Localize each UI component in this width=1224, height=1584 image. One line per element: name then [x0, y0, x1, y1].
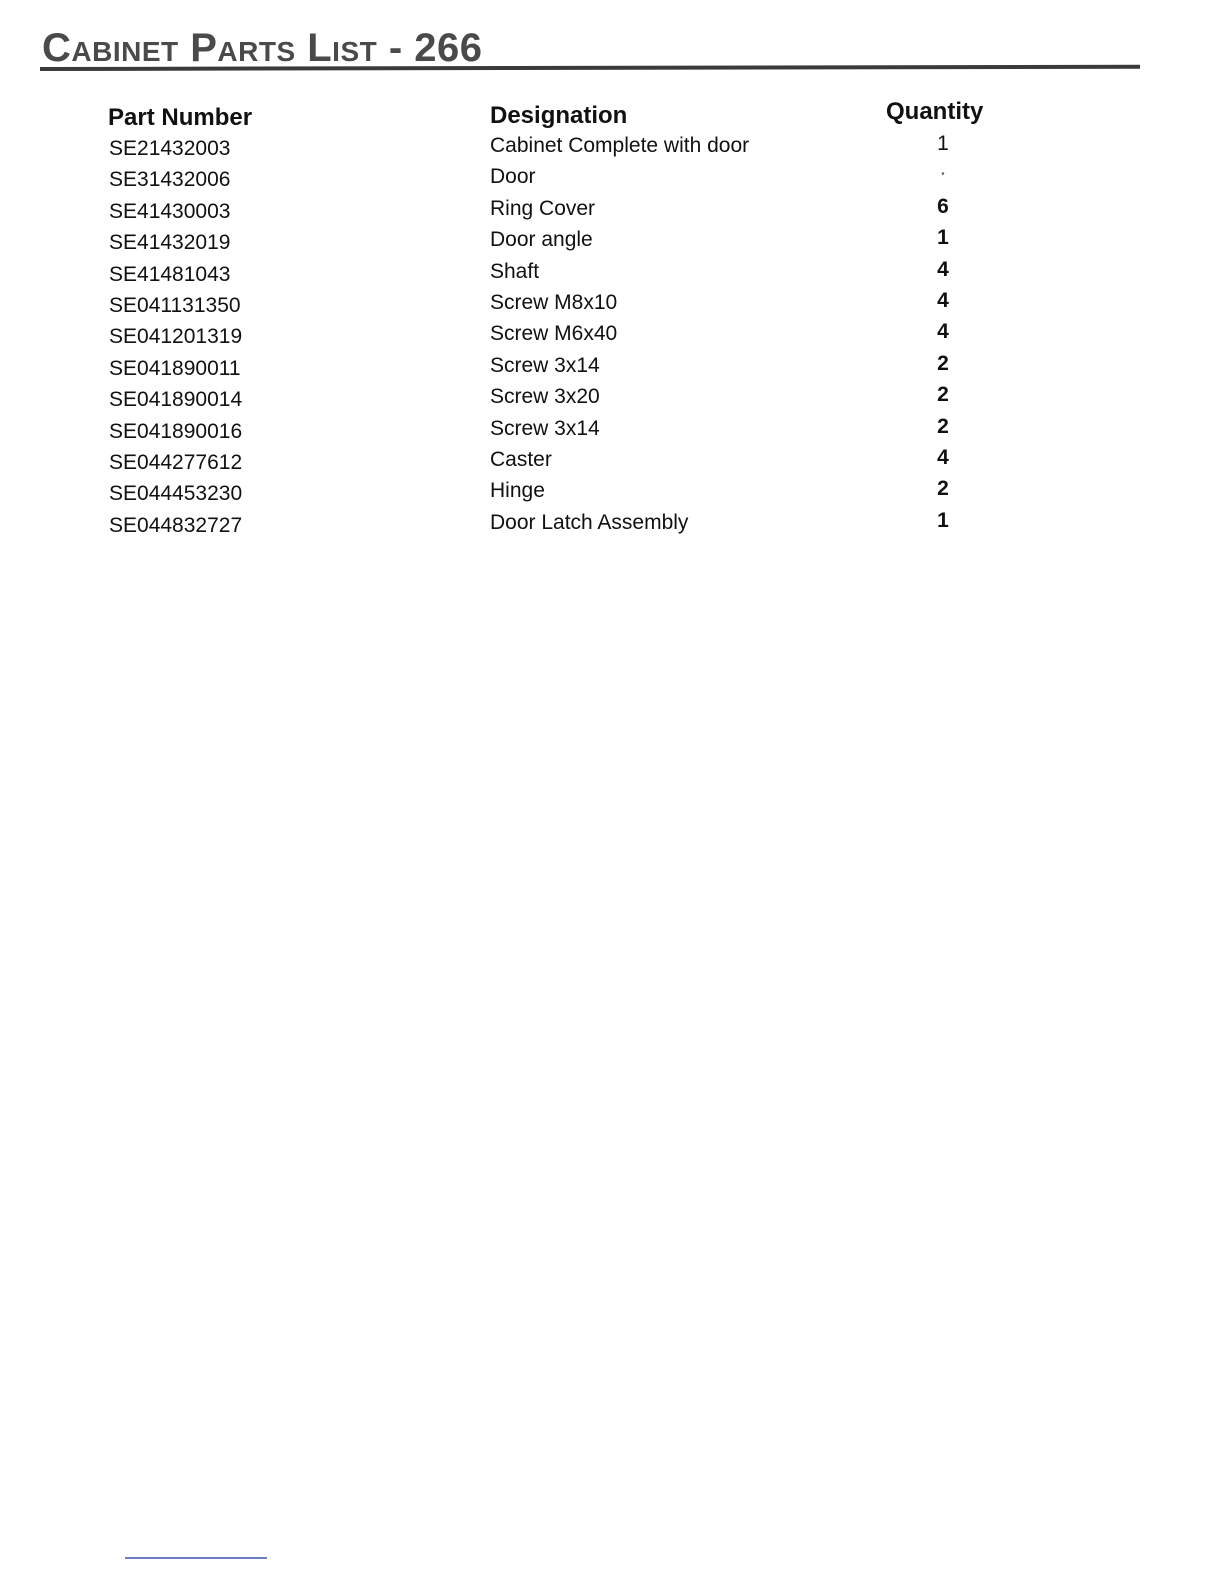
cell-part-number: SE41430003 — [109, 199, 231, 223]
cell-quantity: 2 — [937, 477, 949, 501]
table-row — [108, 194, 1008, 231]
table-row — [108, 257, 1008, 294]
cell-designation: Screw 3x14 — [490, 353, 600, 377]
cell-designation: Screw 3x20 — [490, 385, 600, 409]
table-row — [108, 226, 1008, 262]
cell-part-number: SE041131350 — [109, 293, 241, 317]
table-row — [108, 320, 1008, 356]
cell-designation: Door angle — [490, 228, 593, 252]
cell-designation: Caster — [490, 447, 552, 471]
cell-designation: Door — [490, 165, 536, 189]
table-row — [108, 163, 1008, 199]
table-row — [108, 351, 1008, 388]
table-row — [108, 477, 1008, 513]
cell-part-number: SE044453230 — [109, 482, 243, 506]
cell-quantity: 4 — [937, 288, 949, 312]
cell-quantity: 1 — [937, 132, 949, 155]
header-quantity: Quantity — [886, 98, 984, 125]
cell-quantity: 2 — [937, 351, 949, 375]
header-designation: Designation — [490, 102, 628, 129]
cell-quantity: 4 — [937, 445, 949, 469]
cell-designation: Ring Cover — [490, 196, 596, 220]
cell-part-number: SE31432006 — [109, 168, 231, 192]
cell-quantity: 2 — [937, 414, 949, 438]
cell-part-number: SE041890014 — [109, 388, 243, 412]
cell-quantity: ˕ — [940, 163, 946, 180]
cell-part-number: SE041890011 — [109, 356, 241, 380]
footer-line — [125, 1557, 267, 1559]
cell-designation: Shaft — [490, 259, 540, 283]
table-row — [108, 508, 1008, 545]
cell-part-number: SE044277612 — [109, 450, 243, 474]
parts-table — [108, 98, 1008, 537]
table-header — [108, 100, 1008, 134]
cell-part-number: SE41432019 — [109, 231, 231, 255]
page-title: Cabinet Parts List - 266 — [42, 26, 483, 70]
cell-designation: Cabinet Complete with door — [490, 134, 750, 157]
table-row — [108, 414, 1008, 451]
cell-part-number: SE044832727 — [109, 513, 243, 537]
cell-designation: Door Latch Assembly — [490, 510, 689, 534]
table-row — [108, 132, 1008, 168]
cell-part-number: SE041201319 — [109, 325, 243, 349]
cell-designation: Hinge — [490, 479, 545, 503]
cell-designation: Screw M8x10 — [490, 290, 618, 314]
cell-quantity: 4 — [937, 320, 949, 344]
cell-quantity: 1 — [937, 508, 949, 532]
cell-quantity: 1 — [937, 226, 949, 250]
cell-part-number: SE041890016 — [109, 419, 243, 443]
cell-quantity: 6 — [937, 194, 949, 218]
cell-part-number: SE21432003 — [109, 137, 231, 160]
header-part-number: Part Number — [108, 104, 253, 131]
cell-designation: Screw 3x14 — [490, 416, 600, 440]
table-body — [108, 132, 1008, 545]
cell-part-number: SE41481043 — [109, 262, 231, 286]
table-row — [108, 445, 1008, 482]
cell-quantity: 4 — [937, 257, 949, 281]
table-row — [108, 288, 1008, 325]
cell-quantity: 2 — [937, 383, 949, 407]
table-row — [108, 383, 1008, 419]
cell-designation: Screw M6x40 — [490, 322, 618, 346]
